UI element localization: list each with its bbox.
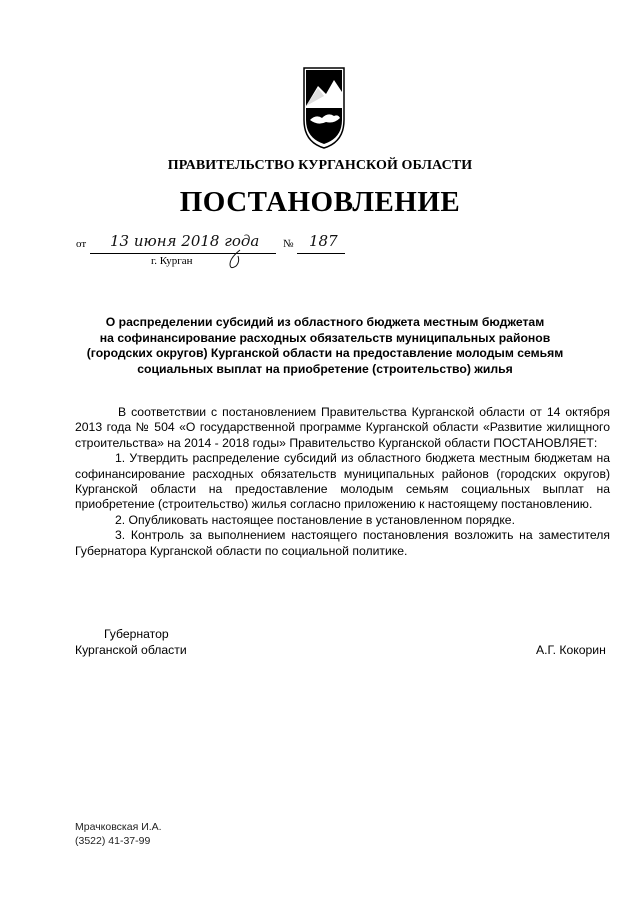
title-line-2: на софинансирование расходных обязательств муниципальных районов bbox=[99, 330, 551, 345]
intro-paragraph: В соответствии с постановлением Правительства Курганской области от 14 октября 2013 года № 504 «О государственной программе Курганской области «Развитие жилищного строительства» на 2014 - 2018 годы» Правительство Курганской области ПОСТАНОВЛЯЕТ: bbox=[75, 405, 610, 450]
executor-name: Мрачковская И.А. bbox=[75, 821, 162, 833]
number-handwritten: 187 bbox=[309, 232, 338, 250]
title-line-3: (городских округов) Курганской области на предоставление молодым семьям bbox=[86, 346, 564, 361]
executor-phone: (3522) 41-37-99 bbox=[75, 835, 151, 847]
date-underline bbox=[90, 232, 276, 254]
number-label: № bbox=[283, 238, 294, 250]
date-from-label: от bbox=[76, 238, 87, 250]
item-3: 3. Контроль за выполнением настоящего постановления возложить на заместителя Губернатора Курганской области по социальной политике. bbox=[75, 528, 610, 558]
signatory-position-line-1: Губернатор bbox=[104, 627, 169, 641]
item-1: 1. Утвердить распределение субсидий из областного бюджета местным бюджетам на софинансирование расходных обязательств муниципальных районов (городских округов) Курганской области на предоставление молодым семьям социальных выплат на приобретение (строительство) жилья согласно приложению к настоящему постановлению. bbox=[75, 451, 610, 512]
number-underline bbox=[297, 232, 345, 254]
item-2: 2. Опубликовать настоящее постановление в установленном порядке. bbox=[115, 512, 515, 527]
document-body bbox=[75, 405, 610, 559]
city-label: г. Курган bbox=[151, 255, 193, 267]
handwritten-flourish bbox=[224, 248, 246, 277]
date-handwritten: 13 июня 2018 года bbox=[110, 232, 260, 250]
coat-of-arms-emblem bbox=[296, 62, 352, 152]
title-line-1: О распределении субсидий из областного бюджета местным бюджетам bbox=[105, 315, 545, 329]
document-type: ПОСТАНОВЛЕНИЕ bbox=[179, 186, 461, 218]
government-name: ПРАВИТЕЛЬСТВО КУРГАНСКОЙ ОБЛАСТИ bbox=[167, 158, 473, 173]
signatory-position-line-2: Курганской области bbox=[75, 643, 187, 657]
document-title bbox=[60, 315, 590, 377]
title-line-4: социальных выплат на приобретение (строительство) жилья bbox=[137, 361, 513, 376]
signatory-name: А.Г. Кокорин bbox=[536, 643, 606, 657]
